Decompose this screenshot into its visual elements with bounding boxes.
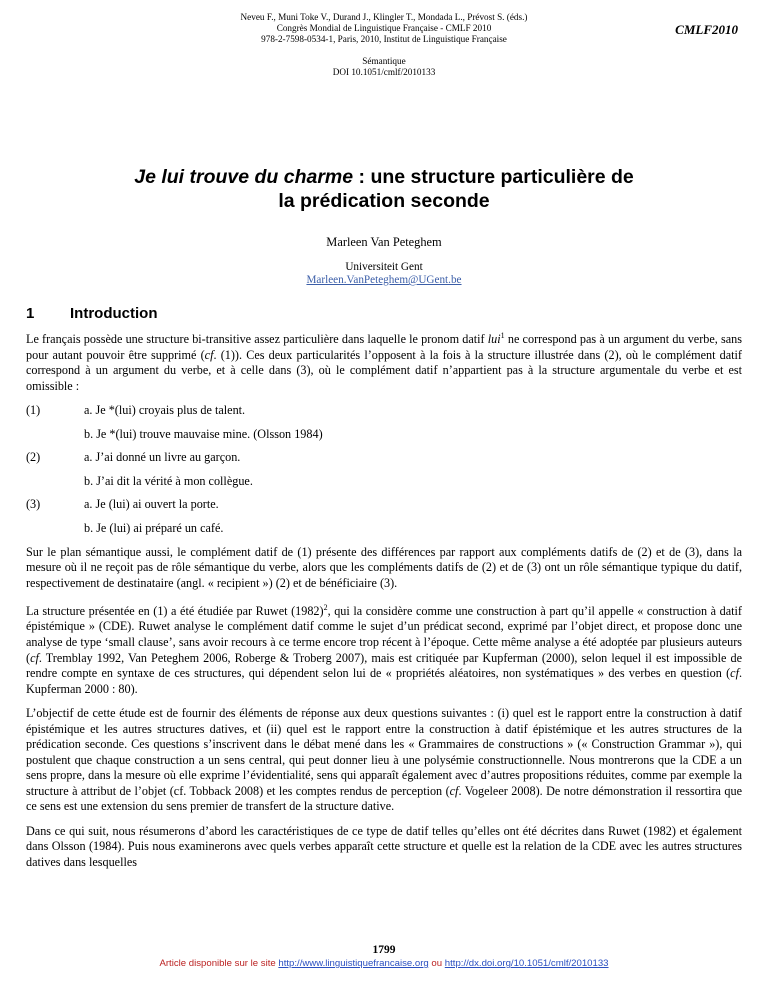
text-run: . Vogeleer 2008). De notre démonstration il ressortira que ce sens est une extension du sens premier de transfert de la structure dative. <box>26 783 742 814</box>
text-run: cf <box>204 347 214 362</box>
title-italic: Je lui trouve du charme <box>134 166 354 188</box>
example-line: b. Je *(lui) trouve mauvaise mine. (Olsson 1984) <box>84 426 323 441</box>
text-run: Article disponible sur le site <box>159 958 279 969</box>
topic-line: Sémantique <box>362 56 406 66</box>
text-run: La structure présentée en (1) a été étudiée par Ruwet (1982) <box>26 603 324 618</box>
text-run: L’objectif de cette étude est de fournir des éléments de réponse aux deux questions suivantes : (i) quel est le rapport entre la construction à datif épistémique et les autres structures datives, et (ii) quel est le rapport entre la construction à datif épistémique et les autres structures de la prédication seconde. Ces questions s’inscrivent dans le débat mené dans les « Grammaires de constructions » (« Construction Grammar »), qui postulent que chaque construction a un sens central, qui peut donner lieu à une polysémie constructionnelle. Nous montrerons que la CDE a un sens propre, dans la mesure où elle exprime l’évidentialité, sens qui apparaît également avec d’autres propositions réduites, comme par exemple la structure à attribut de l’objet (cf. Tobback 2008) et les comptes rendus de perception ( <box>26 705 742 798</box>
paragraph-2: Sur le plan sémantique aussi, le complément datif de (1) présente des différences par rapport aux compléments datifs de (2) et de (3), dans la mesure où il ne reçoit pas de rôle sémantique du verbe, alors que les compléments datifs de (2) et de (3) ont un rôle sémantique typique du datif, respectivement de destinataire (angl. « recipient ») (2) et de bénéficiaire (3). <box>26 544 742 590</box>
example-number: (1) <box>26 402 41 417</box>
text-run: . (1)). Ces deux particularités l’opposent à la fois à la structure illustrée dans (2), où le complément datif correspond à un argument du verbe, et à celle dans (3), où le complément datif n’appartient pas à la structure argumentale du verbe et est omissible : <box>26 347 742 393</box>
text-run: ne correspond pas à un argument du verbe, sans pour autant pouvoir être supprimé ( <box>26 332 742 362</box>
text-run: cf <box>30 650 39 665</box>
paragraph-5: Dans ce qui suit, nous résumerons d’abord les caractéristiques de ce type de datif telles qu’elles ont été décrites dans Ruwet (1982) et également dans Olsson (1984). Puis nous examinerons avec quels verbes apparaît cette structure et quelle est la relation de la CDE avec les autres structures datives dans lesquelles <box>26 823 742 869</box>
conference-badge: CMLF2010 <box>675 22 738 37</box>
example-line: a. J’ai donné un livre au garçon. <box>84 450 241 465</box>
author-email-link[interactable]: Marleen.VanPeteghem@UGent.be <box>306 274 462 286</box>
example-line: a. Je *(lui) croyais plus de talent. <box>84 402 246 417</box>
affiliation <box>0 261 768 287</box>
publication-header <box>150 12 618 78</box>
title-line2: la prédication seconde <box>278 190 490 212</box>
example-number: (2) <box>26 450 41 465</box>
paper-title <box>60 165 708 213</box>
availability-note <box>0 958 768 969</box>
paragraph-1 <box>26 328 742 394</box>
example-number: (3) <box>26 497 41 512</box>
page-number: 1799 <box>372 944 396 956</box>
example-3 <box>26 497 742 536</box>
paragraph-3 <box>26 600 742 698</box>
section-number: 1 <box>26 305 35 322</box>
text-run: cf <box>730 666 739 681</box>
site-link[interactable]: http://www.linguistiquefrancaise.org <box>278 958 429 969</box>
footnote-ref[interactable]: 2 <box>323 602 328 612</box>
text-run: , qui la considère comme une construction à part qu’il appelle « construction à datif épistémique » (CDE). Ruwet analyse le complément datif comme le sujet d’un prédicat second, exprimé par l’objet direct, et propose donc une analyse de type ‘small clause’, sans avoir recours à ce terme encore trop récent à l’époque. Cette même analyse a été adoptée par plusieurs auteurs ( <box>26 603 742 665</box>
section-heading <box>26 305 157 322</box>
text-run: . Tremblay 1992, Van Peteghem 2006, Roberge & Troberg 2007), mais est critiquée par Kupferman (2000), selon lequel il est impossible de rendre compte en syntaxe de ces structures, qui dépendent selon lui de « propriétés aléatoires, non systématiques » des verbes en question ( <box>26 650 742 681</box>
title-rest: : une structure particulière de <box>353 166 634 188</box>
text-run: Le français possède une structure bi-transitive assez particulière dans laquelle le pronom datif <box>26 332 488 347</box>
isbn-line: 978-2-7598-0534-1, Paris, 2010, Institut de Linguistique Française <box>261 34 507 44</box>
editors-line: Neveu F., Muni Toke V., Durand J., Klingler T., Mondada L., Prévost S. (éds.) <box>240 12 528 22</box>
footnote-ref[interactable]: 1 <box>500 331 505 340</box>
text-run: ou <box>428 958 445 969</box>
doi-link[interactable]: http://dx.doi.org/10.1051/cmlf/2010133 <box>444 958 609 969</box>
example-2 <box>26 450 742 489</box>
example-line: a. Je (lui) ai ouvert la porte. <box>84 497 219 512</box>
conference-line: Congrès Mondial de Linguistique Française - CMLF 2010 <box>276 23 492 33</box>
text-run: lui <box>487 332 501 347</box>
example-line: b. J’ai dit la vérité à mon collègue. <box>84 473 253 488</box>
example-1 <box>26 403 742 442</box>
text-run: cf <box>449 783 459 798</box>
page-footer <box>0 944 768 969</box>
paragraph-4 <box>26 706 742 815</box>
doi-line: DOI 10.1051/cmlf/2010133 <box>332 67 436 77</box>
university: Universiteit Gent <box>345 261 423 273</box>
author-name: Marleen Van Peteghem <box>326 235 442 249</box>
text-run: . Kupferman 2000 : 80). <box>26 666 742 696</box>
section-title: Introduction <box>70 305 158 322</box>
example-line: b. Je (lui) ai préparé un café. <box>84 520 224 535</box>
body-text <box>26 328 742 879</box>
